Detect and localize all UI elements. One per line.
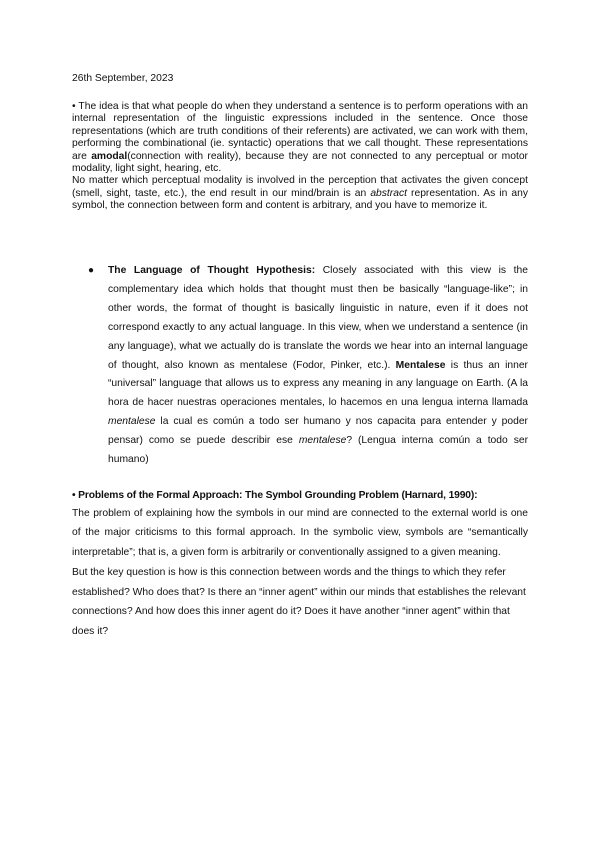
bullet-text-part-3: la cual es común a todo ser humano y nos capacita para entender y poder pensar) como se puede describir ese [108,416,528,447]
problems-paragraph-1: The problem of explaining how the symbols in our mind are connected to the external world is one of the major criticisms to this formal approach. In the symbolic view, symbols are “semantically interpretable”; that is, a given form is arbitrarily or conventionally assigned to a given meaning. [72,507,528,559]
amodal-term: amodal [91,150,128,162]
mentalese-term: Mentalese [395,359,446,371]
intro-paragraph-1-tail: (connection with reality), because they are not connected to any perceptual or motor modality, light sight, hearing, etc. [72,150,528,175]
problems-section [72,488,528,642]
mentalese-italic-2: mentalese [298,435,347,447]
problems-paragraph-2: But the key question is how is this connection between words and the things to which they refer established? Who does that? Is there an “inner agent” within our minds that establishes the relevant connections? And how does this inner agent do it? Does it have another “inner agent” within that does it? [72,566,526,638]
intro-paragraph-2-lead: No matter which perceptual modality is involved in the perception that activates the given concept (smell, sight, taste, etc.), the end result in our mind/brain is an [72,175,528,199]
lot-hypothesis-heading: The Language of Thought Hypothesis: [108,265,316,276]
intro-paragraph-2 [72,175,528,212]
intro-paragraph-1-lead: • The idea is that what people do when they understand a sentence is to perform operations with an internal representation of the linguistic expressions included in the sentence. Once those representations (which are truth conditions of their referents) are activated, we can work with them, performing the combinational (ie. syntactic) operations that we call thought. These representations are [72,101,528,162]
problems-heading: • Problems of the Formal Approach: The Symbol Grounding Problem (Harnard, 1990): [72,490,478,501]
intro-paragraph-1 [72,101,528,175]
intro-paragraph-2-tail: representation. As in any symbol, the connection between form and content is arbitrary, and you have to memorize it. [72,187,528,212]
bullet-text [108,262,528,470]
document-date: 26th September, 2023 [72,73,174,84]
mentalese-italic-1: mentalese [108,416,156,428]
bullet-text-part-1: Closely associated with this view is the complementary idea which holds that thought must then be basically “language-like”; in other words, the format of thought is basically linguistic in nature, even if it does not correspond exactly to any actual language. In this view, when we understand a sentence (in any language), what we actually do is translate the words we hear into an internal language of thought, also known as mentalese (Fodor, Pinker, etc.). [108,265,528,371]
bullet-marker-icon: ● [88,265,95,276]
abstract-term: abstract [370,187,407,199]
intro-section [72,101,528,213]
bullet-list [88,262,528,470]
list-item [88,262,528,470]
bullet-text-part-2: is thus an inner “universal” language that allows us to express any meaning in any language on Earth. (A la hora de hacer nuestras operaciones mentales, lo hacemos en una lengua interna llamada [108,359,528,409]
bullet-text-part-4: ? (Lengua interna común a todo ser humano) [108,435,528,466]
